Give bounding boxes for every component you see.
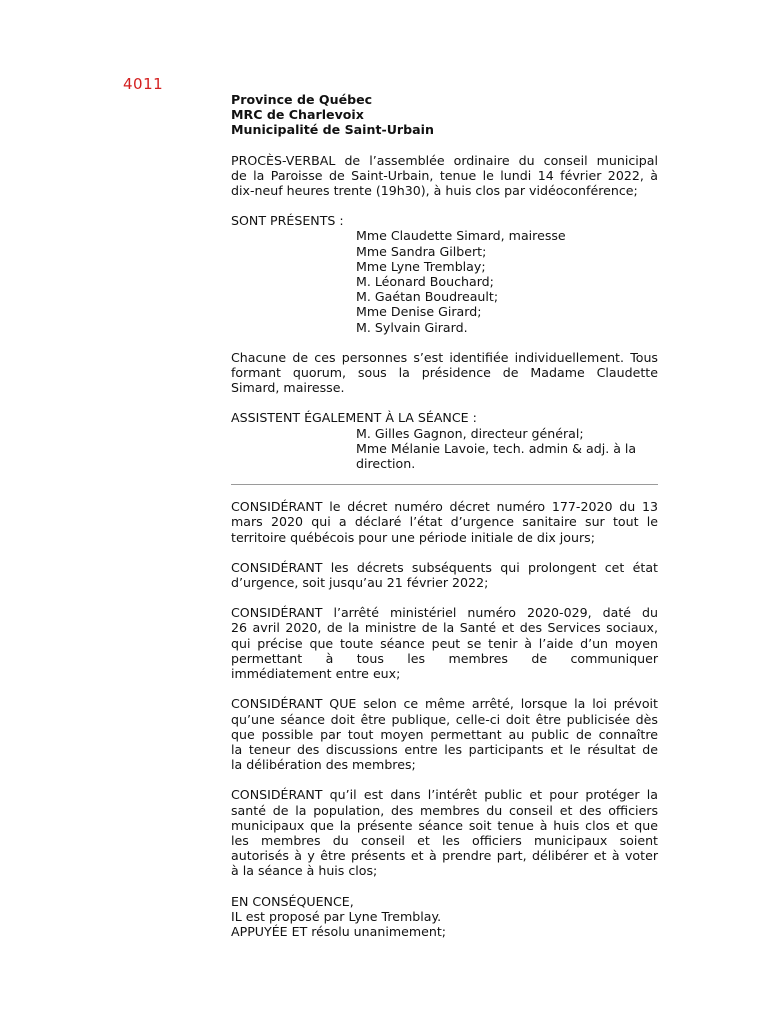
present-member: Mme Claudette Simard, mairesse bbox=[356, 228, 566, 244]
quorum-paragraph bbox=[231, 350, 658, 396]
also-present-label: ASSISTENT ÉGALEMENT À LA SÉANCE : bbox=[231, 410, 477, 426]
header-mrc: MRC de Charlevoix bbox=[231, 107, 364, 123]
considerant-line: la délibération des membres; bbox=[231, 757, 416, 773]
considerant-line: CONSIDÉRANT qu’il est dans l’intérêt public et pour protéger la bbox=[231, 787, 658, 803]
quorum-line: formant quorum, sous la présidence de Madame Claudette bbox=[231, 365, 658, 381]
also-present-line: Mme Mélanie Lavoie, tech. admin & adj. à la bbox=[356, 440, 637, 456]
intro-line: PROCÈS-VERBAL de l’assemblée ordinaire du conseil municipal bbox=[231, 152, 658, 168]
considerant-line: municipaux que la présente séance soit tenue à huis clos et que bbox=[231, 817, 658, 833]
present-member: M. Léonard Bouchard; bbox=[356, 274, 494, 290]
present-section bbox=[231, 213, 658, 335]
intro-line: de la Paroisse de Saint-Urbain, tenue le lundi 14 février 2022, à bbox=[231, 167, 658, 183]
considerant-paragraph bbox=[231, 787, 658, 878]
considerant-line: immédiatement entre eux; bbox=[231, 666, 401, 682]
document-header bbox=[231, 92, 658, 138]
present-member: Mme Sandra Gilbert; bbox=[356, 243, 487, 259]
minutes-document bbox=[231, 92, 658, 939]
considerant-paragraph bbox=[231, 605, 658, 681]
intro-line: dix-neuf heures trente (19h30), à huis clos par vidéoconférence; bbox=[231, 183, 638, 199]
also-present-section bbox=[231, 410, 658, 471]
considerant-line: qui précise que toute séance peut se tenir à l’aide d’un moyen bbox=[231, 635, 658, 651]
intro-paragraph bbox=[231, 153, 658, 199]
considerant-line: d’urgence, soit jusqu’au 21 février 2022; bbox=[231, 575, 489, 591]
considerant-line: à la séance à huis clos; bbox=[231, 863, 378, 879]
header-province: Province de Québec bbox=[231, 92, 373, 107]
quorum-line: Chacune de ces personnes s’est identifiée individuellement. Tous bbox=[231, 349, 658, 365]
considerant-line: CONSIDÉRANT les décrets subséquents qui prolongent cet état bbox=[231, 559, 658, 575]
considerant-paragraph bbox=[231, 696, 658, 772]
considerant-line: la teneur des discussions entre les participants et le résultat de bbox=[231, 741, 658, 757]
considerant-line: les membres du conseil et les officiers municipaux soient bbox=[231, 832, 658, 848]
present-member: Mme Denise Girard; bbox=[356, 304, 482, 320]
conclusion-line: EN CONSÉQUENCE, bbox=[231, 893, 354, 909]
section-divider bbox=[231, 484, 658, 485]
conclusion-line: APPUYÉE ET résolu unanimement; bbox=[231, 923, 447, 939]
considerant-line: permettant à tous les membres de communiquer bbox=[231, 650, 658, 666]
also-present-line: M. Gilles Gagnon, directeur général; bbox=[356, 425, 584, 441]
present-member: M. Sylvain Girard. bbox=[356, 319, 468, 335]
considerant-line: 26 avril 2020, de la ministre de la Santé et des Services sociaux, bbox=[231, 620, 658, 636]
resolution-conclusion bbox=[231, 894, 658, 940]
considerant-line: CONSIDÉRANT le décret numéro décret numéro 177-2020 du 13 bbox=[231, 499, 658, 515]
also-present-line: direction. bbox=[356, 456, 416, 472]
present-member: Mme Lyne Tremblay; bbox=[356, 258, 486, 274]
header-municipality: Municipalité de Saint-Urbain bbox=[231, 122, 434, 138]
considerant-line: CONSIDÉRANT QUE selon ce même arrêté, lorsque la loi prévoit bbox=[231, 696, 658, 712]
present-member: M. Gaétan Boudreault; bbox=[356, 289, 499, 305]
considerant-paragraph bbox=[231, 499, 658, 545]
page-number: 4011 bbox=[123, 75, 164, 93]
considerant-line: qu’une séance doit être publique, celle-ci doit être publicisée dès bbox=[231, 711, 658, 727]
considerant-line: CONSIDÉRANT l’arrêté ministériel numéro 2020-029, daté du bbox=[231, 605, 658, 621]
considerant-line: territoire québécois pour une période initiale de dix jours; bbox=[231, 529, 595, 545]
considerant-paragraph bbox=[231, 560, 658, 590]
considerant-line: que possible par tout moyen permettant au public de connaître bbox=[231, 726, 658, 742]
considerant-line: mars 2020 qui a déclaré l’état d’urgence sanitaire sur tout le bbox=[231, 514, 658, 530]
considerant-line: santé de la population, des membres du conseil et des officiers bbox=[231, 802, 658, 818]
considerant-line: autorisés à y être présents et à prendre part, délibérer et à voter bbox=[231, 848, 658, 864]
conclusion-line: IL est proposé par Lyne Tremblay. bbox=[231, 908, 442, 924]
present-label: SONT PRÉSENTS : bbox=[231, 213, 344, 229]
quorum-line: Simard, mairesse. bbox=[231, 380, 345, 396]
